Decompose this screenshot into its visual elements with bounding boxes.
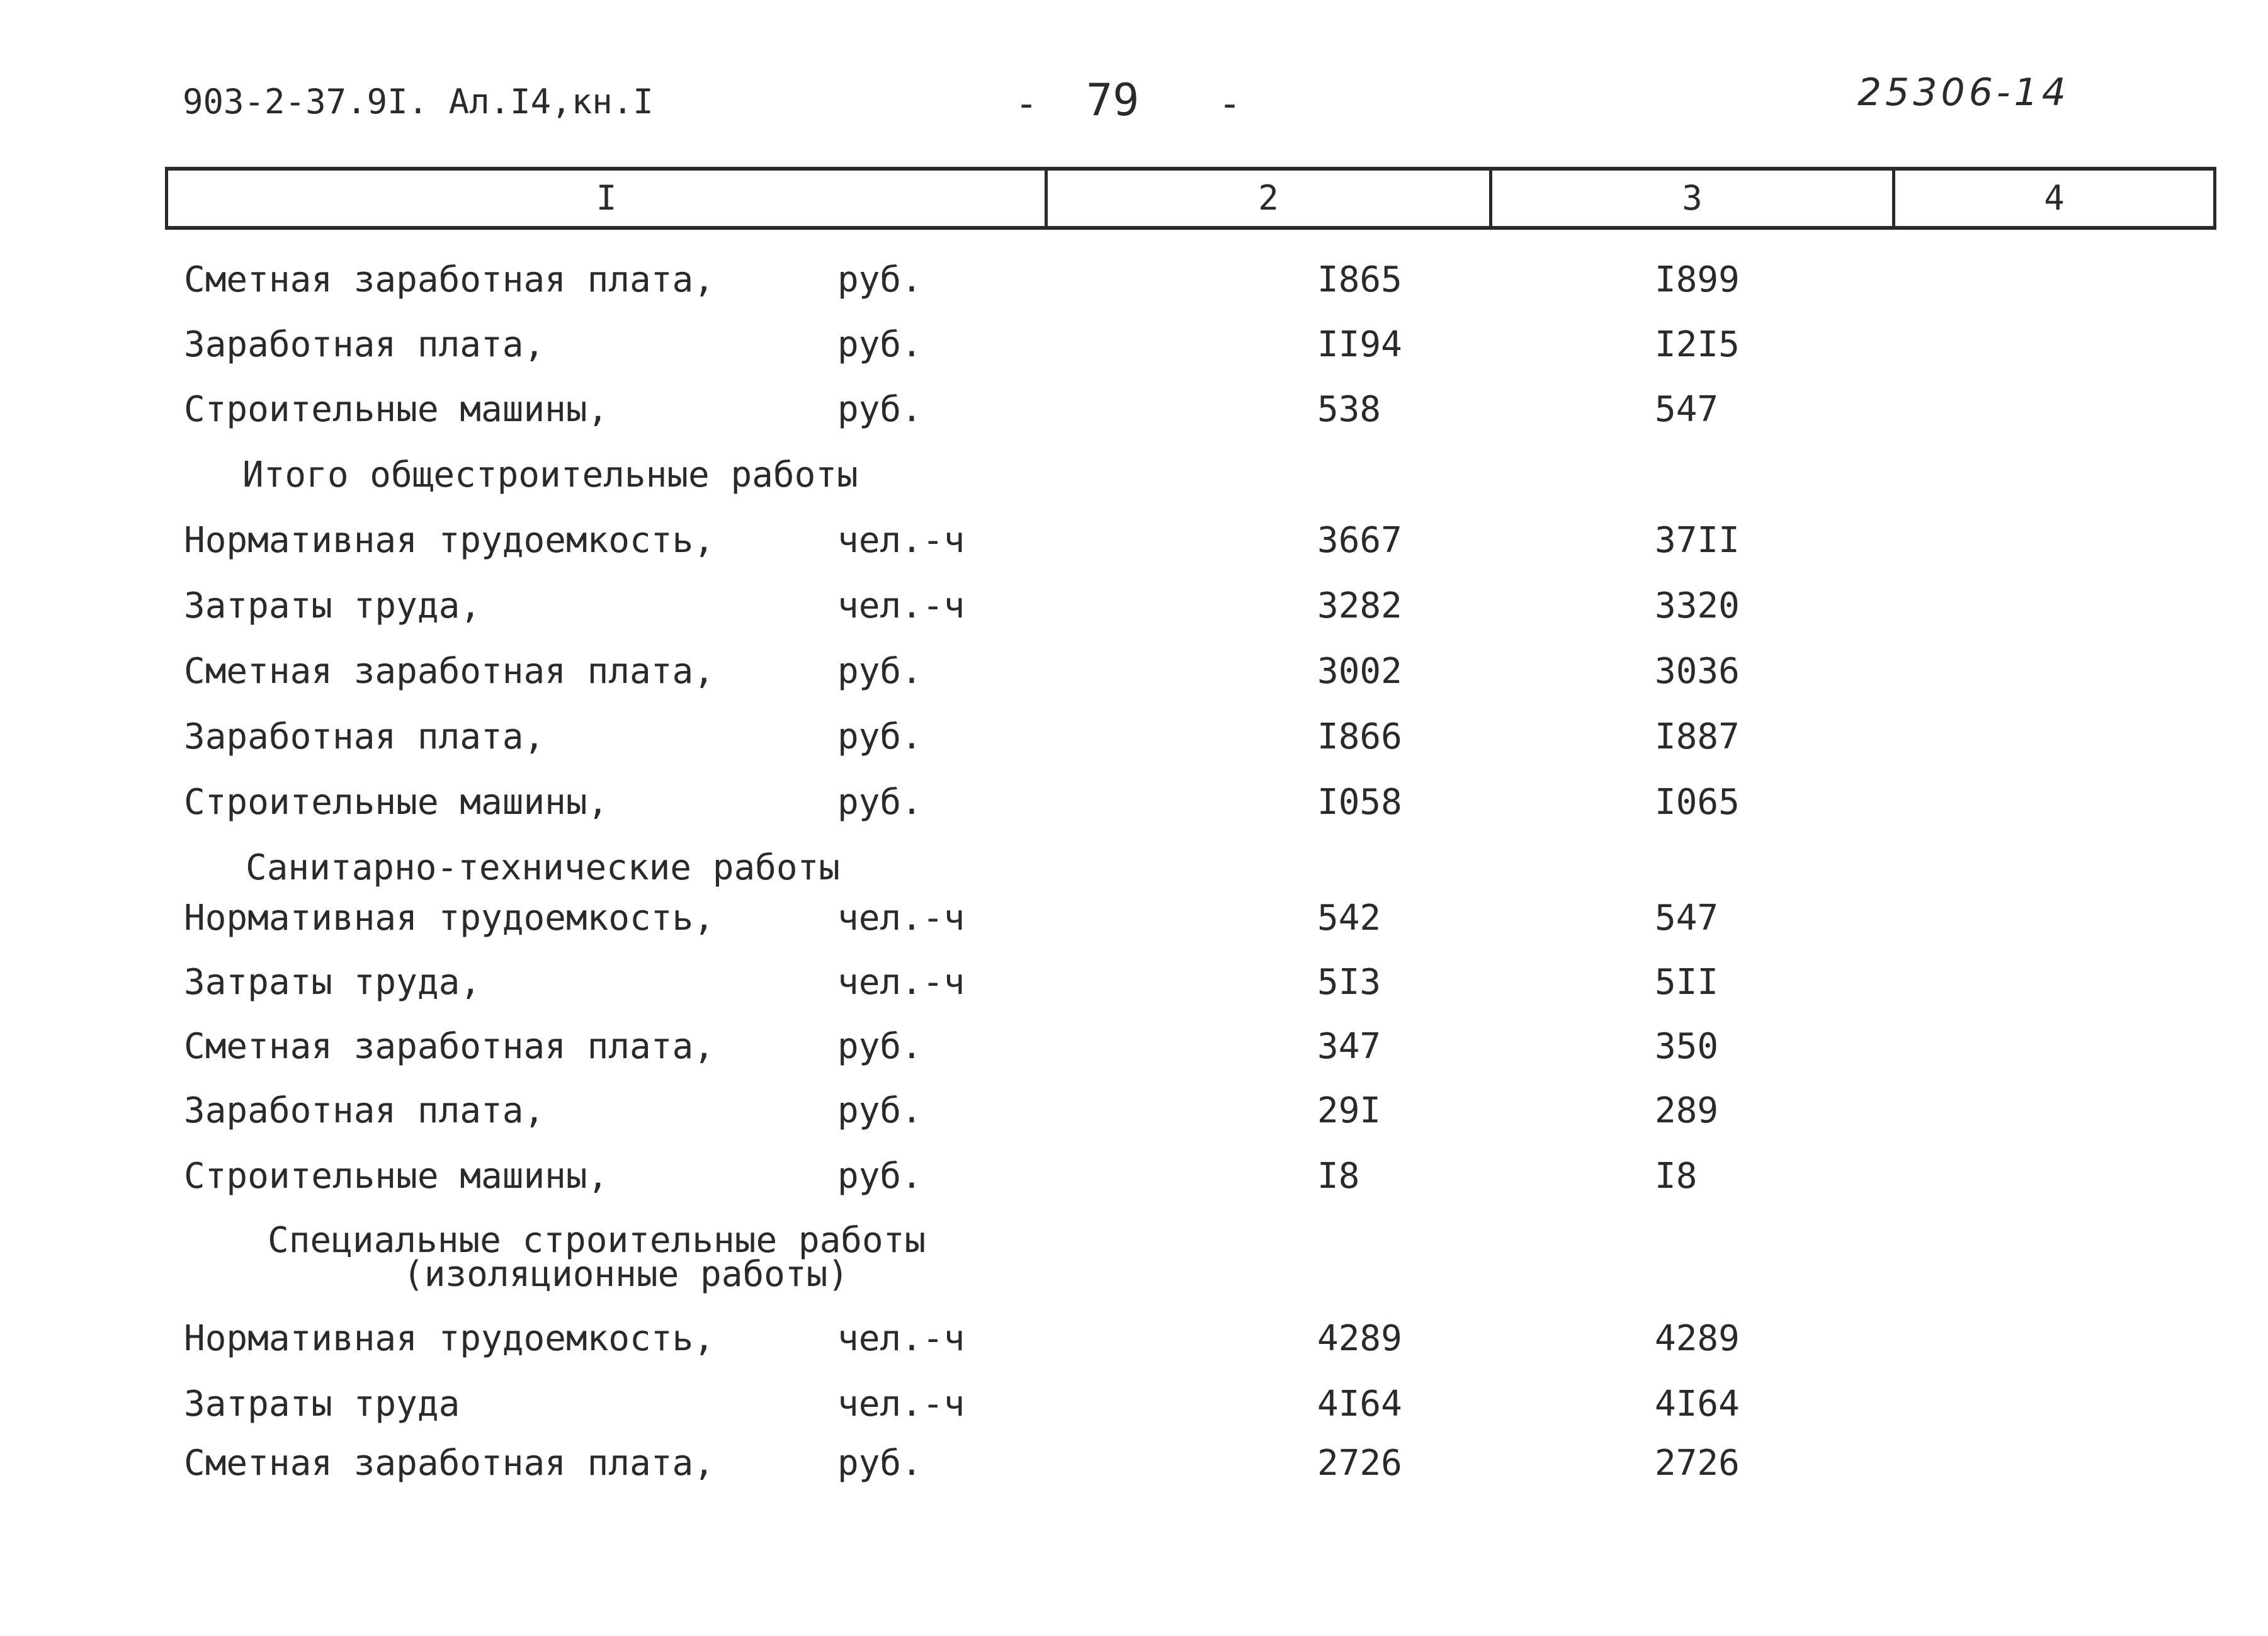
row-value-col2: II94 — [1317, 324, 1402, 365]
row-name: Нормативная трудоемкость, — [184, 520, 715, 561]
row-unit: руб. — [837, 651, 922, 692]
page-number-dash-right: - — [1218, 82, 1242, 126]
row-value-col3: 547 — [1655, 389, 1719, 430]
row-unit: руб. — [837, 324, 922, 365]
row-name: Строительные машины, — [184, 782, 609, 823]
row-name: Заработная плата, — [184, 716, 545, 757]
row-value-col2: 29I — [1317, 1090, 1381, 1131]
document-code: 903-2-37.9I. Ал.I4,кн.I — [183, 82, 654, 121]
row-value-col3: 350 — [1655, 1026, 1719, 1067]
row-value-col2: 5I3 — [1317, 962, 1381, 1003]
row-unit: руб. — [837, 1156, 922, 1197]
section-title: Итого общестроительные работы — [242, 454, 858, 495]
row-unit: чел.-ч — [837, 585, 965, 626]
section-title: Санитарно-технические работы — [246, 847, 841, 888]
row-unit: руб. — [837, 259, 922, 300]
row-unit: руб. — [837, 1443, 922, 1484]
row-value-col3: 5II — [1655, 962, 1719, 1003]
column-header-1: I — [168, 171, 1048, 226]
row-unit: руб. — [837, 782, 922, 823]
row-name: Строительные машины, — [184, 1156, 609, 1197]
table-column-header — [165, 167, 2216, 230]
section-title: Специальные строительные работы — [268, 1220, 926, 1261]
row-value-col3: I887 — [1655, 716, 1740, 757]
row-unit: чел.-ч — [837, 962, 965, 1003]
row-unit: руб. — [837, 389, 922, 430]
row-value-col3: 4I64 — [1655, 1384, 1740, 1424]
column-header-4: 4 — [2044, 178, 2065, 218]
row-value-col2: I866 — [1317, 716, 1402, 757]
row-unit: чел.-ч — [837, 1384, 965, 1424]
row-name: Нормативная трудоемкость, — [184, 898, 715, 939]
row-unit: чел.-ч — [837, 520, 965, 561]
row-value-col3: I2I5 — [1655, 324, 1740, 365]
row-value-col3: 37II — [1655, 520, 1740, 561]
row-unit: руб. — [837, 1090, 922, 1131]
row-name: Сметная заработная плата, — [184, 651, 715, 692]
row-value-col3: 289 — [1655, 1090, 1719, 1131]
row-name: Затраты труда, — [184, 962, 482, 1003]
row-value-col2: 2726 — [1317, 1443, 1402, 1484]
row-value-col3: I8 — [1655, 1156, 1698, 1197]
row-name: Затраты труда — [184, 1384, 460, 1424]
archive-number: 25306-14 — [1857, 71, 2070, 115]
row-value-col2: 3282 — [1317, 585, 1402, 626]
row-value-col2: 542 — [1317, 898, 1381, 939]
row-name: Заработная плата, — [184, 1090, 545, 1131]
row-value-col3: 3320 — [1655, 585, 1740, 626]
row-name: Сметная заработная плата, — [184, 259, 715, 300]
row-value-col2: I058 — [1317, 782, 1402, 823]
row-value-col3: I065 — [1655, 782, 1740, 823]
row-value-col2: 347 — [1317, 1026, 1381, 1067]
row-value-col3: 4289 — [1655, 1318, 1740, 1359]
row-unit: руб. — [837, 716, 922, 757]
page-number-dash-left: - — [1015, 82, 1038, 126]
row-value-col3: I899 — [1655, 259, 1740, 300]
row-value-col2: 3667 — [1317, 520, 1402, 561]
row-value-col2: 538 — [1317, 389, 1381, 430]
row-unit: чел.-ч — [837, 898, 965, 939]
row-unit: руб. — [837, 1026, 922, 1067]
row-value-col2: 4I64 — [1317, 1384, 1402, 1424]
row-name: Сметная заработная плата, — [184, 1026, 715, 1067]
row-value-col3: 547 — [1655, 898, 1719, 939]
row-name: Заработная плата, — [184, 324, 545, 365]
column-header-2: 2 — [1048, 171, 1492, 226]
row-name: Нормативная трудоемкость, — [184, 1318, 715, 1359]
row-value-col2: I8 — [1317, 1156, 1360, 1197]
row-value-col2: 3002 — [1317, 651, 1402, 692]
section-subtitle: (изоляционные работы) — [403, 1254, 849, 1295]
row-name: Затраты труда, — [184, 585, 482, 626]
row-name: Строительные машины, — [184, 389, 609, 430]
row-name: Сметная заработная плата, — [184, 1443, 715, 1484]
row-value-col3: 2726 — [1655, 1443, 1740, 1484]
row-value-col2: 4289 — [1317, 1318, 1402, 1359]
row-value-col2: I865 — [1317, 259, 1402, 300]
row-value-col3: 3036 — [1655, 651, 1740, 692]
column-header-3: 3 — [1492, 171, 1895, 226]
row-unit: чел.-ч — [837, 1318, 965, 1359]
page-number: 79 — [1086, 74, 1140, 126]
